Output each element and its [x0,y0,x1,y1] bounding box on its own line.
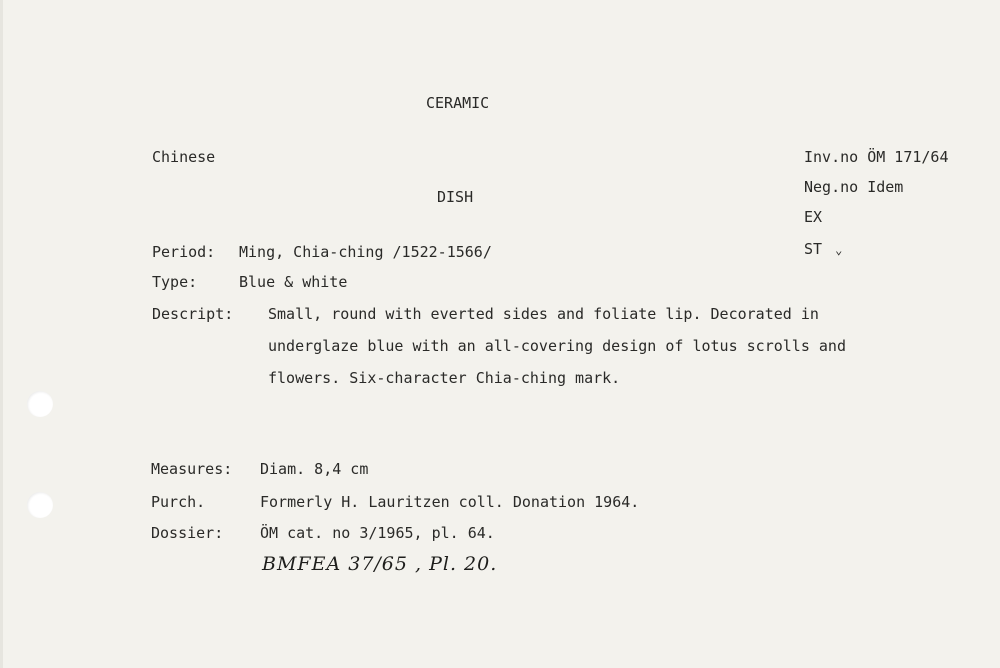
punch-hole-upper [27,391,53,417]
object-title: DISH [437,188,474,206]
st-mark [804,239,842,260]
st-label: ST [804,240,823,258]
handwritten-note: BMFEA 37/65 , Pl. 20. [262,553,498,575]
period-label: Period: [152,243,216,261]
check-mark-icon: ⌄ [835,243,843,257]
description-label: Descript: [152,305,234,323]
purchase-value: Formerly H. Lauritzen coll. Donation 1964. [260,493,640,511]
type-value: Blue & white [239,273,348,291]
inventory-number: Inv.no ÖM 171/64 [804,148,949,166]
period-value: Ming, Chia-ching /1522-1566/ [239,243,492,261]
description-line: Small, round with everted sides and foliate lip. Decorated in [268,305,819,323]
card-edge [0,0,3,668]
category-heading: CERAMIC [426,94,490,112]
description-line: underglaze blue with an all-covering design of lotus scrolls and [268,337,846,355]
measures-value: Diam. 8,4 cm [260,460,369,478]
ex-mark: EX [804,208,823,226]
origin-text: Chinese [152,148,216,166]
dossier-value: ÖM cat. no 3/1965, pl. 64. [260,524,495,542]
measures-label: Measures: [151,460,233,478]
purchase-label: Purch. [151,493,206,511]
type-label: Type: [152,273,198,291]
dossier-label: Dossier: [151,524,224,542]
negative-number: Neg.no Idem [804,178,904,196]
punch-hole-lower [27,492,53,518]
description-line: flowers. Six-character Chia-ching mark. [268,369,621,387]
